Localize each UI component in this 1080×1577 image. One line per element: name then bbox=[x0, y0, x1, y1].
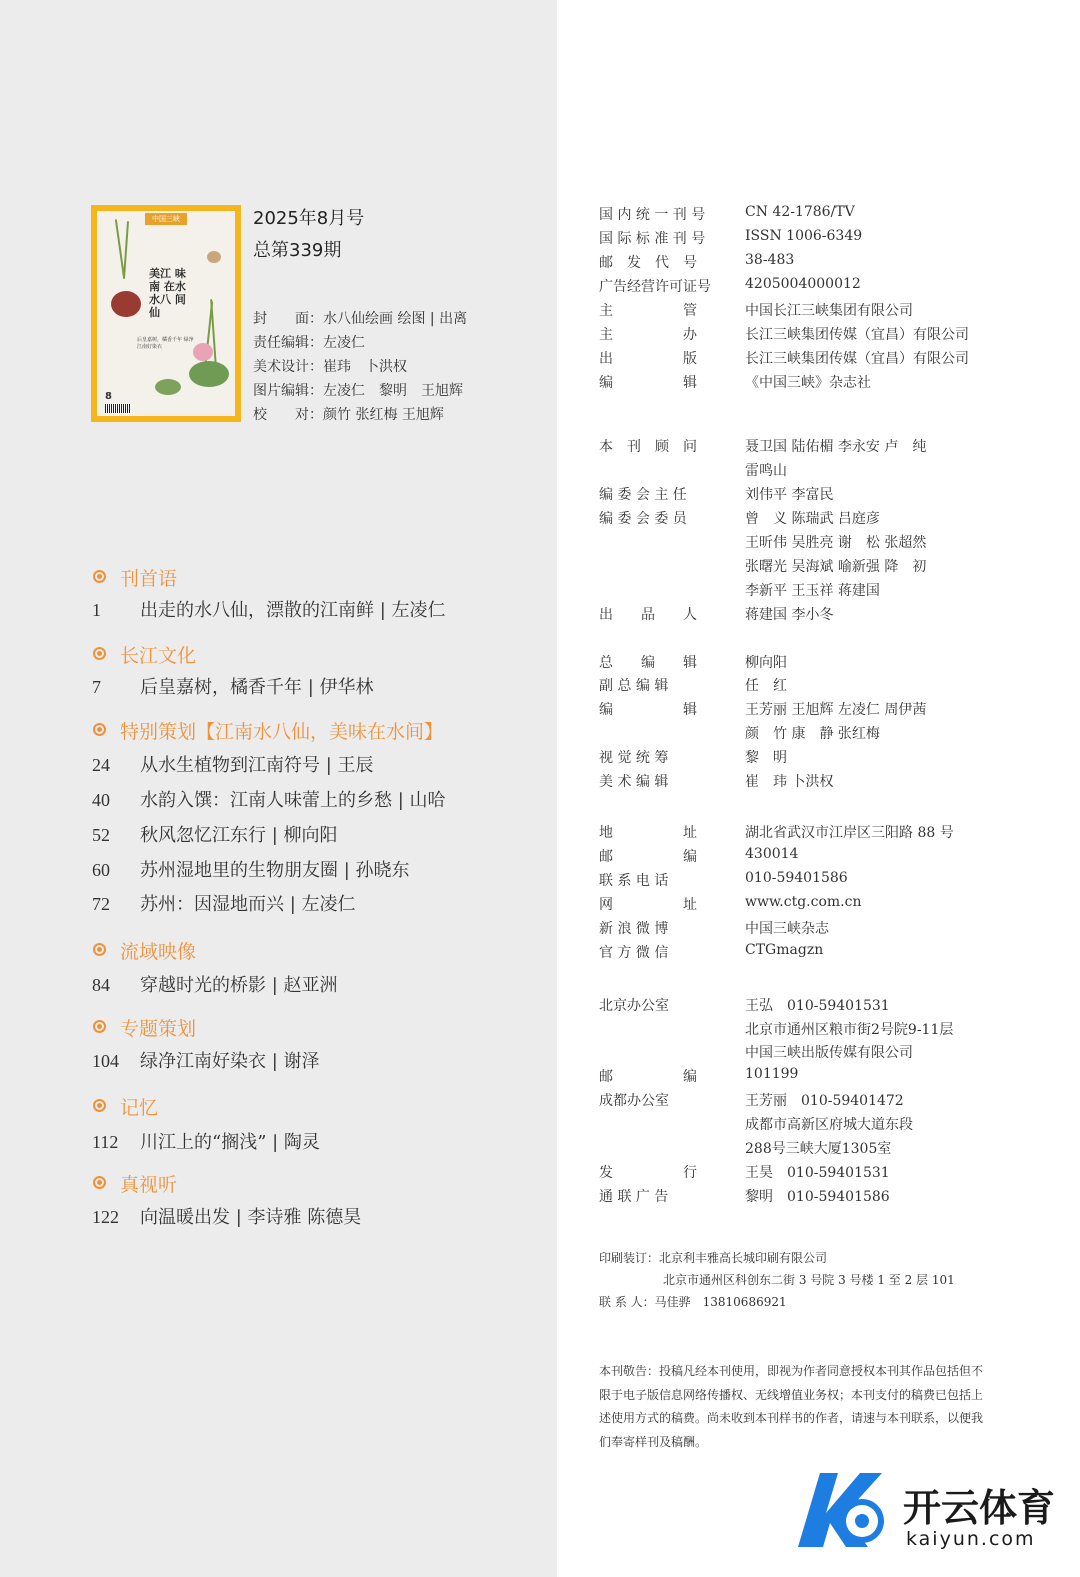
toc-item[interactable] bbox=[92, 1047, 320, 1073]
masthead-value: 聂卫国 陆佑楣 李永安 卢 纯 bbox=[745, 439, 927, 455]
toc-item-title: 川江上的“搁浅” | 陶灵 bbox=[140, 1132, 320, 1153]
masthead-value: 成都市高新区府城大道东段 bbox=[745, 1117, 913, 1133]
masthead-label: 通 联 广 告 bbox=[599, 1189, 669, 1205]
toc-item[interactable] bbox=[92, 673, 374, 699]
masthead-label: 邮 编 bbox=[599, 1069, 697, 1085]
cover-water-caltrop-icon bbox=[111, 291, 141, 317]
barcode-icon bbox=[105, 404, 131, 413]
cover-plant-icon bbox=[155, 379, 181, 395]
toc-section-heading: 长江文化 bbox=[93, 641, 196, 668]
masthead-label: 副 总 编 辑 bbox=[599, 678, 669, 694]
masthead-value: 柳向阳 bbox=[745, 655, 787, 671]
masthead-value: 崔 玮 卜洪权 bbox=[745, 774, 834, 790]
masthead-label: 邮 编 bbox=[599, 849, 697, 865]
masthead-label: 视 觉 统 筹 bbox=[599, 750, 669, 766]
toc-item[interactable] bbox=[92, 596, 446, 622]
masthead-label: 联 系 电 话 bbox=[599, 873, 669, 889]
toc-section-heading: 特别策划【江南水八仙，美味在水间】 bbox=[93, 717, 443, 744]
toc-page-number: 40 bbox=[92, 790, 110, 810]
toc-item-title: 绿净江南好染衣 | 谢泽 bbox=[140, 1051, 320, 1072]
circle-bullet-icon bbox=[93, 723, 106, 736]
toc-section-heading: 记忆 bbox=[93, 1093, 158, 1120]
masthead-value: 刘伟平 李富民 bbox=[745, 487, 834, 503]
masthead-label: 美 术 编 辑 bbox=[599, 774, 669, 790]
toc-item[interactable] bbox=[92, 786, 446, 812]
masthead-value: 中国三峡杂志 bbox=[745, 921, 829, 937]
circle-bullet-icon bbox=[93, 1099, 106, 1112]
masthead-label: 邮 发 代 号 bbox=[599, 255, 697, 271]
circle-bullet-icon bbox=[93, 570, 106, 583]
issue-date: 2025年8月号 bbox=[253, 208, 365, 229]
masthead-value: 王昕伟 吴胜亮 谢 松 张超然 bbox=[745, 535, 927, 551]
masthead-value: 李新平 王玉祥 蒋建国 bbox=[745, 583, 880, 599]
toc-page-number: 104 bbox=[92, 1051, 119, 1071]
circle-bullet-icon bbox=[93, 1020, 106, 1033]
toc-section-heading: 流域映像 bbox=[93, 937, 196, 964]
toc-page-number: 60 bbox=[92, 860, 110, 880]
cover-illustration bbox=[97, 211, 235, 416]
masthead-value: 任 红 bbox=[745, 678, 787, 694]
cover-logo: 中国三峡 bbox=[145, 213, 187, 225]
masthead-value: 蒋建国 李小冬 bbox=[745, 607, 834, 623]
masthead-label: 发 行 bbox=[599, 1165, 697, 1181]
cover-issue-number: 8 bbox=[105, 391, 112, 402]
toc-section-heading: 刊首语 bbox=[93, 564, 177, 591]
masthead-value: 王芳丽 王旭辉 左凌仁 周伊茜 bbox=[745, 702, 927, 718]
masthead-value: 颜 竹 康 静 张红梅 bbox=[745, 726, 880, 742]
masthead-value: 王芳丽 010-59401472 bbox=[745, 1093, 904, 1109]
cover-lotus-leaf-icon bbox=[189, 361, 229, 387]
toc-page-number: 72 bbox=[92, 894, 110, 914]
toc-item[interactable] bbox=[92, 890, 356, 916]
toc-item-title: 后皇嘉树，橘香千年 | 伊华林 bbox=[140, 677, 374, 698]
cover-title: 美江 味南 在水 水八 间仙 bbox=[149, 267, 186, 319]
watermark-brand: 开云体育 bbox=[903, 1486, 1056, 1530]
masthead-value: 长江三峡集团传媒（宜昌）有限公司 bbox=[745, 351, 969, 367]
masthead-value: 长江三峡集团传媒（宜昌）有限公司 bbox=[745, 327, 969, 343]
toc-item-title: 水韵入馔：江南人味蕾上的乡愁 | 山哈 bbox=[140, 790, 446, 811]
masthead-value: 38-483 bbox=[745, 252, 795, 268]
masthead-value: 《中国三峡》杂志社 bbox=[745, 375, 871, 391]
masthead-value: 中国三峡出版传媒有限公司 bbox=[745, 1045, 913, 1061]
masthead-value: 黎 明 bbox=[745, 750, 787, 766]
masthead-value: 湖北省武汉市江岸区三阳路 88 号 bbox=[745, 825, 954, 841]
toc-item-title: 苏州：因湿地而兴 | 左凌仁 bbox=[140, 894, 356, 915]
toc-item[interactable] bbox=[92, 971, 338, 997]
credit-line: 校 对：颜竹 张红梅 王旭辉 bbox=[253, 407, 444, 423]
masthead-label: 新 浪 微 博 bbox=[599, 921, 669, 937]
masthead-value: ISSN 1006-6349 bbox=[745, 228, 863, 244]
circle-bullet-icon bbox=[93, 1176, 106, 1189]
masthead-value: CTGmagzn bbox=[745, 942, 824, 958]
copyright-notice: 本刊敬告：投稿凡经本刊使用，即视为作者同意授权本刊其作品包括但不限于电子版信息网络传播权、无线增值业务权；本刊支付的稿费已包括上述使用方式的稿费。尚未收到本刊样书的作者，请速与本刊联系，以便我们奉寄样刊及稿酬。 bbox=[599, 1364, 984, 1449]
toc-item-title: 秋风忽忆江东行 | 柳向阳 bbox=[140, 825, 338, 846]
cover-root-icon bbox=[207, 251, 221, 263]
masthead-value: 010-59401586 bbox=[745, 870, 848, 886]
toc-item-title: 向温暖出发 | 李诗雅 陈德昊 bbox=[140, 1207, 362, 1228]
masthead-label: 总 编 辑 bbox=[599, 655, 697, 671]
issue-number: 总第339期 bbox=[253, 240, 342, 261]
watermark-url: kaiyun.com bbox=[906, 1528, 1036, 1550]
masthead-label: 编 委 会 主 任 bbox=[599, 487, 687, 503]
credit-line: 责任编辑：左凌仁 bbox=[253, 335, 365, 351]
toc-item[interactable] bbox=[92, 821, 338, 847]
credit-line: 美术设计：崔玮 卜洪权 bbox=[253, 359, 407, 375]
printer-info: 印刷装订：北京利丰雅高长城印刷有限公司 bbox=[599, 1251, 828, 1265]
masthead-value: CN 42-1786/TV bbox=[745, 204, 855, 220]
masthead-label: 成都办公室 bbox=[599, 1093, 669, 1109]
credit-line: 封 面：水八仙绘画 绘图 | 出离 bbox=[253, 311, 468, 327]
printer-contact: 联 系 人：马佳骅 13810686921 bbox=[599, 1295, 787, 1309]
cover-subtitle: 后皇嘉树，橘香千年 绿净江南好染衣 bbox=[137, 337, 194, 350]
toc-item-title: 从水生植物到江南符号 | 王辰 bbox=[140, 755, 374, 776]
masthead-value: 雷鸣山 bbox=[745, 463, 787, 479]
masthead-label: 国 内 统 一 刊 号 bbox=[599, 207, 706, 223]
masthead-value: 北京市通州区粮市街2号院9-11层 bbox=[745, 1022, 954, 1038]
credit-line: 图片编辑：左凌仁 黎明 王旭辉 bbox=[253, 383, 463, 399]
toc-section-heading: 专题策划 bbox=[93, 1014, 196, 1041]
masthead-value: 黎明 010-59401586 bbox=[745, 1189, 890, 1205]
masthead-value: 张曙光 吴海斌 喻新强 降 初 bbox=[745, 559, 927, 575]
toc-item-title: 出走的水八仙，漂散的江南鲜 | 左凌仁 bbox=[140, 600, 446, 621]
masthead-label: 本 刊 顾 问 bbox=[599, 439, 697, 455]
masthead-label: 编 辑 bbox=[599, 702, 697, 718]
printer-address: 北京市通州区科创东二街 3 号院 3 号楼 1 至 2 层 101 bbox=[663, 1273, 955, 1287]
toc-page-number: 122 bbox=[92, 1207, 119, 1227]
toc-page-number: 24 bbox=[92, 755, 110, 775]
masthead-value: 288号三峡大厦1305室 bbox=[745, 1141, 892, 1157]
cover-image bbox=[91, 205, 241, 422]
toc-item[interactable] bbox=[92, 856, 410, 882]
toc-item[interactable] bbox=[92, 1203, 361, 1229]
toc-page-number: 1 bbox=[92, 600, 101, 620]
masthead-label: 出 品 人 bbox=[599, 607, 697, 623]
masthead-value: 王昊 010-59401531 bbox=[745, 1165, 890, 1181]
circle-bullet-icon bbox=[93, 647, 106, 660]
toc-section-heading: 真视听 bbox=[93, 1170, 177, 1197]
masthead-label: 主 管 bbox=[599, 303, 697, 319]
toc-item-title: 穿越时光的桥影 | 赵亚洲 bbox=[140, 975, 338, 996]
masthead-value: 中国长江三峡集团有限公司 bbox=[745, 303, 913, 319]
masthead-label: 地 址 bbox=[599, 825, 697, 841]
masthead-value: 430014 bbox=[745, 846, 799, 862]
toc-page-number: 84 bbox=[92, 975, 110, 995]
masthead-label: 编 委 会 委 员 bbox=[599, 511, 687, 527]
masthead-label: 官 方 微 信 bbox=[599, 945, 669, 961]
toc-page-number: 112 bbox=[92, 1132, 119, 1152]
masthead-value: 曾 义 陈瑞武 吕庭彦 bbox=[745, 511, 880, 527]
masthead-label: 国 际 标 准 刊 号 bbox=[599, 231, 706, 247]
toc-item[interactable] bbox=[92, 1128, 320, 1154]
masthead-label: 编 辑 bbox=[599, 375, 697, 391]
masthead-label: 北京办公室 bbox=[599, 998, 669, 1014]
masthead-label: 出 版 bbox=[599, 351, 697, 367]
masthead-label: 主 办 bbox=[599, 327, 697, 343]
circle-bullet-icon bbox=[93, 943, 106, 956]
masthead-value: 4205004000012 bbox=[745, 276, 861, 292]
masthead-value: www.ctg.com.cn bbox=[745, 894, 862, 910]
masthead-value: 101199 bbox=[745, 1066, 799, 1082]
toc-page-number: 52 bbox=[92, 825, 110, 845]
masthead-label: 广告经营许可证号 bbox=[599, 279, 711, 295]
masthead-value: 王弘 010-59401531 bbox=[745, 998, 890, 1014]
toc-page-number: 7 bbox=[92, 677, 101, 697]
toc-item-title: 苏州湿地里的生物朋友圈 | 孙晓东 bbox=[140, 860, 410, 881]
toc-item[interactable] bbox=[92, 751, 374, 777]
masthead-label: 网 址 bbox=[599, 897, 697, 913]
cover-reed-icon bbox=[123, 221, 129, 279]
